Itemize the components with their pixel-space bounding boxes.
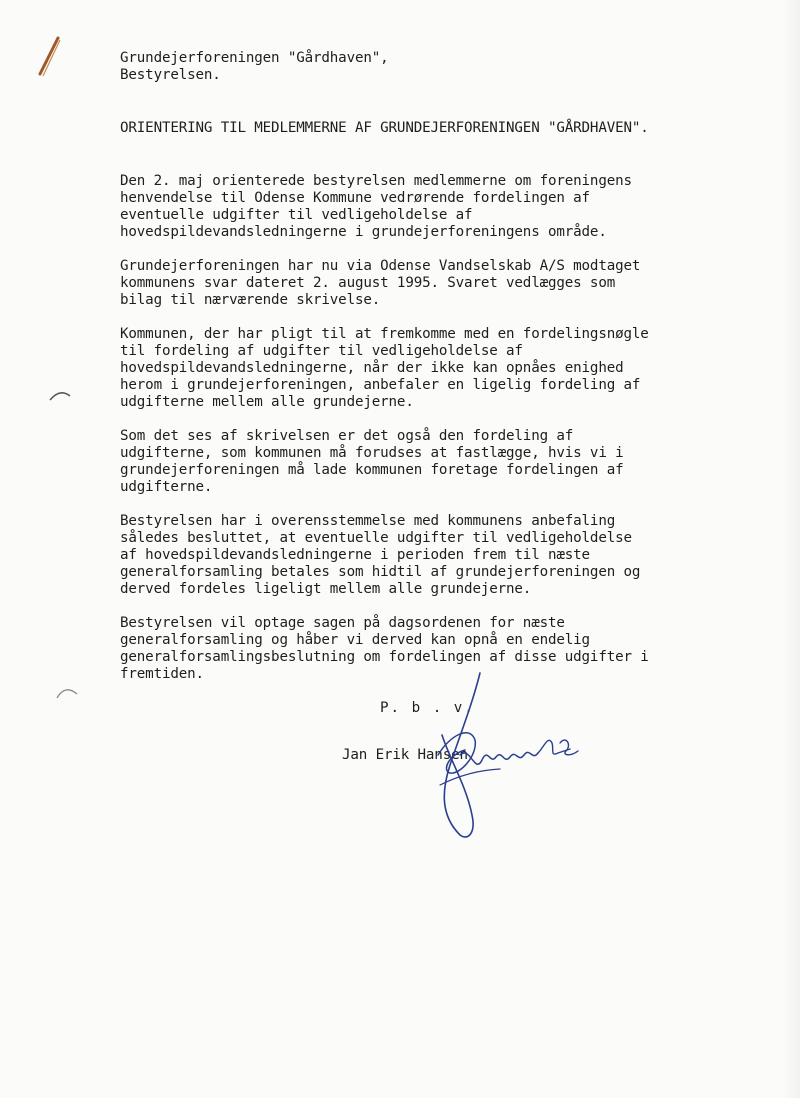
punch-hole-mark-icon: [55, 682, 79, 700]
paragraph-4: Som det ses af skrivelsen er det også den fordeling af udgifterne, som kommunen må forudses at fastlægge, hvis vi i grundejerforeningen må lade kommunen foretage fordelingen af udgifterne.: [120, 428, 624, 495]
paragraph-1: Den 2. maj orienterede bestyrelsen medlemmerne om foreningens henvendelse til Odense Kommune vedrørende fordelingen af eventuelle udgifter til vedligeholdelse af hovedspildevandsledningerne i grundejerforeningens område.: [120, 173, 632, 240]
paragraph-3: Kommunen, der har pligt til at fremkomme med en fordelingsnøgle til fordeling af udgifter til vedligeholdelse af hovedspildevandsledningerne, når der ikke kan opnåes enighed herom i grundejerforeningen, anbefaler en ligelig fordeling af udgifterne mellem alle grundejerne.: [120, 326, 649, 410]
letter-heading: ORIENTERING TIL MEDLEMMERNE AF GRUNDEJERFORENINGEN "GÅRDHAVEN".: [120, 120, 649, 136]
paragraph-5: Bestyrelsen har i overensstemmelse med kommunens anbefaling således besluttet, at eventuelle udgifter til vedligeholdelse af hovedspildevandsledningerne i perioden frem til næste generalforsamling betales som hidtil af grundejerforeningen og derved fordeles ligeligt mellem alle grundejerne.: [120, 513, 641, 597]
staple-mark-icon: [34, 36, 64, 80]
closing-pbv: P. b . v.: [380, 700, 475, 716]
sender-line-1: Grundejerforeningen "Gårdhaven",: [120, 50, 389, 66]
paragraph-6: Bestyrelsen vil optage sagen på dagsordenen for næste generalforsamling og håber vi derved kan opnå en endelig generalforsamlingsbeslutning om fordelingen af disse udgifter i fremtiden.: [120, 615, 649, 682]
sender-line-2: Bestyrelsen.: [120, 67, 221, 83]
paragraph-2: Grundejerforeningen har nu via Odense Vandselskab A/S modtaget kommunens svar dateret 2. august 1995. Svaret vedlægges som bilag til nærværende skrivelse.: [120, 258, 641, 308]
punch-hole-mark-icon: [48, 386, 72, 404]
signatory-name: Jan Erik Hansen: [342, 747, 468, 763]
scan-edge: [783, 0, 800, 1098]
paragraphs: [120, 173, 780, 683]
handwritten-signature: [420, 665, 590, 845]
